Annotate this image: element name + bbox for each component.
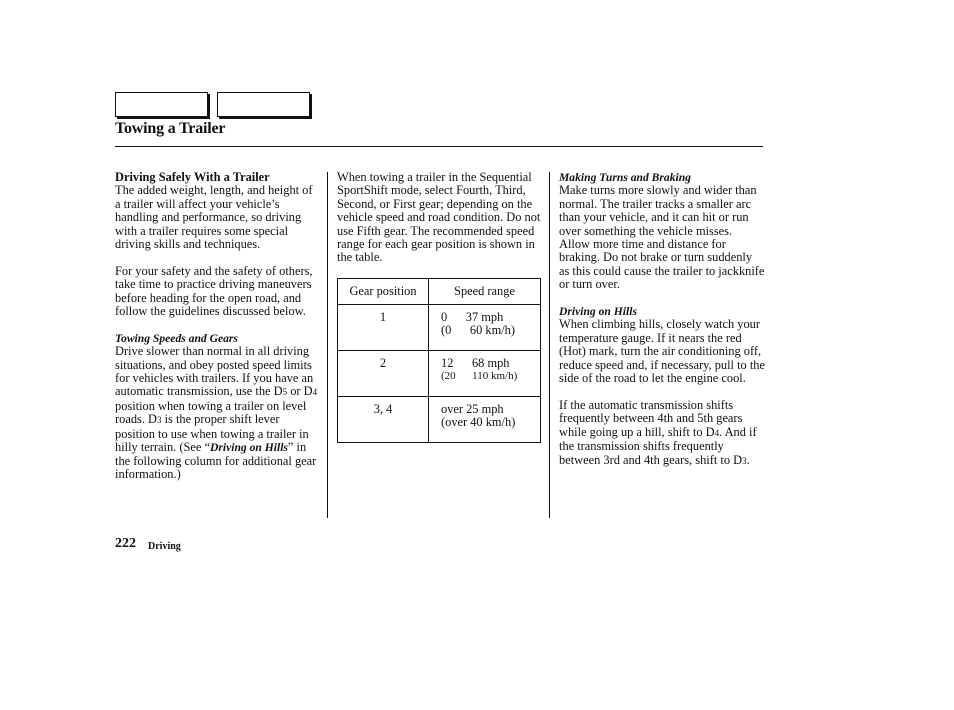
text-fragment: ” in the following column for additional gear information.) xyxy=(115,440,317,481)
speed-kmh: (20 110 km/h) xyxy=(441,370,518,383)
gear-subscript: 3 xyxy=(156,415,162,426)
speed-cell xyxy=(429,350,541,396)
paragraph-safety-practice: For your safety and the safety of others, take time to practice driving maneuvers before heading for the open road, and follow the guidelines discussed below. xyxy=(115,263,313,319)
gear-subscript: 4 xyxy=(714,427,720,438)
table-row xyxy=(338,350,541,396)
section-heading-driving-safely: Driving Safely With a Trailer xyxy=(115,170,270,184)
speed-mph: 0 37 mph xyxy=(441,309,504,324)
text-fragment: Drive slower than normal in all driving situations, and obey posted speed limits for vehicles with trailers. If you have an automatic transmission, use the D xyxy=(115,344,314,399)
page-title: Towing a Trailer xyxy=(115,120,226,137)
text-fragment: position when towing a trailer on level roads. D xyxy=(115,398,307,427)
table-header-speed-range: Speed range xyxy=(429,278,541,304)
text-fragment: If the automatic transmission shifts frequently between 4th and 5th gears while going up a hill, shift to D xyxy=(559,397,743,439)
text-fragment: or D xyxy=(287,384,313,399)
paragraph-towing-speeds xyxy=(115,345,321,481)
speed-range-table xyxy=(337,278,541,443)
text-fragment: . And if the transmission shifts frequently between 3rd and 4th gears, shift to D xyxy=(559,424,757,467)
table-row xyxy=(338,304,541,350)
speed-cell xyxy=(429,396,541,442)
speed-mph: 12 68 mph xyxy=(441,355,510,370)
column-3 xyxy=(559,171,765,481)
paragraph-climbing-hills: When climbing hills, closely watch your temperature gauge. If it nears the red (Hot) mark, turn the air conditioning off, reduce speed and, if necessary, pull to the side of the road to let the engine cool. xyxy=(559,317,765,386)
nav-box-right[interactable] xyxy=(217,92,310,117)
page-number: 222 xyxy=(115,536,136,551)
column-1 xyxy=(115,171,321,495)
paragraph-turns-braking: Make turns more slowly and wider than normal. The trailer tracks a smaller arc than your vehicle, and it can hit or run over something the vehicle misses. Allow more time and distance for braking. Do not brake or turn suddenly as this could cause the trailer to jackknife or turn over. xyxy=(559,183,765,292)
speed-kmh: (0 60 km/h) xyxy=(441,323,515,338)
gear-cell: 2 xyxy=(338,350,429,396)
gear-cell: 3, 4 xyxy=(338,396,429,442)
column-2 xyxy=(337,171,547,443)
gear-subscript: 5 xyxy=(282,387,288,398)
column-divider-1 xyxy=(327,172,328,518)
table-header-gear-position: Gear position xyxy=(338,278,429,304)
cross-reference-driving-on-hills[interactable]: Driving on Hills xyxy=(209,441,288,455)
section-name: Driving xyxy=(148,541,181,552)
column-divider-2 xyxy=(549,172,550,518)
speed-mph: over 25 mph xyxy=(441,401,504,416)
paragraph-transmission-shifts xyxy=(559,399,765,468)
paragraph-sportshift-intro: When towing a trailer in the Sequential SportShift mode, select Fourth, Third, Second, or First gear; depending on the vehicle speed and road condition. Do not use Fifth gear. The recommended speed range for each gear position is shown in the table. xyxy=(337,170,541,265)
subheading-driving-on-hills: Driving on Hills xyxy=(559,305,637,319)
subheading-turns-braking: Making Turns and Braking xyxy=(559,171,691,184)
title-divider xyxy=(115,146,763,147)
gear-subscript: 3 xyxy=(742,455,747,466)
gear-subscript: 4 xyxy=(312,387,318,398)
gear-cell: 1 xyxy=(338,304,429,350)
speed-kmh: (over 40 km/h) xyxy=(441,415,516,430)
subheading-towing-speeds: Towing Speeds and Gears xyxy=(115,331,238,345)
text-fragment: is the proper shift lever position to use when towing a trailer in hilly terrain. (See “ xyxy=(115,412,309,455)
text-fragment: . xyxy=(746,452,750,467)
table-row xyxy=(338,396,541,442)
speed-cell xyxy=(429,304,541,350)
paragraph-added-weight: The added weight, length, and height of a trailer will affect your vehicle’s handling and performance, so driving with a trailer requires some special driving skills and techniques. xyxy=(115,183,313,252)
nav-box-left[interactable] xyxy=(115,92,208,117)
